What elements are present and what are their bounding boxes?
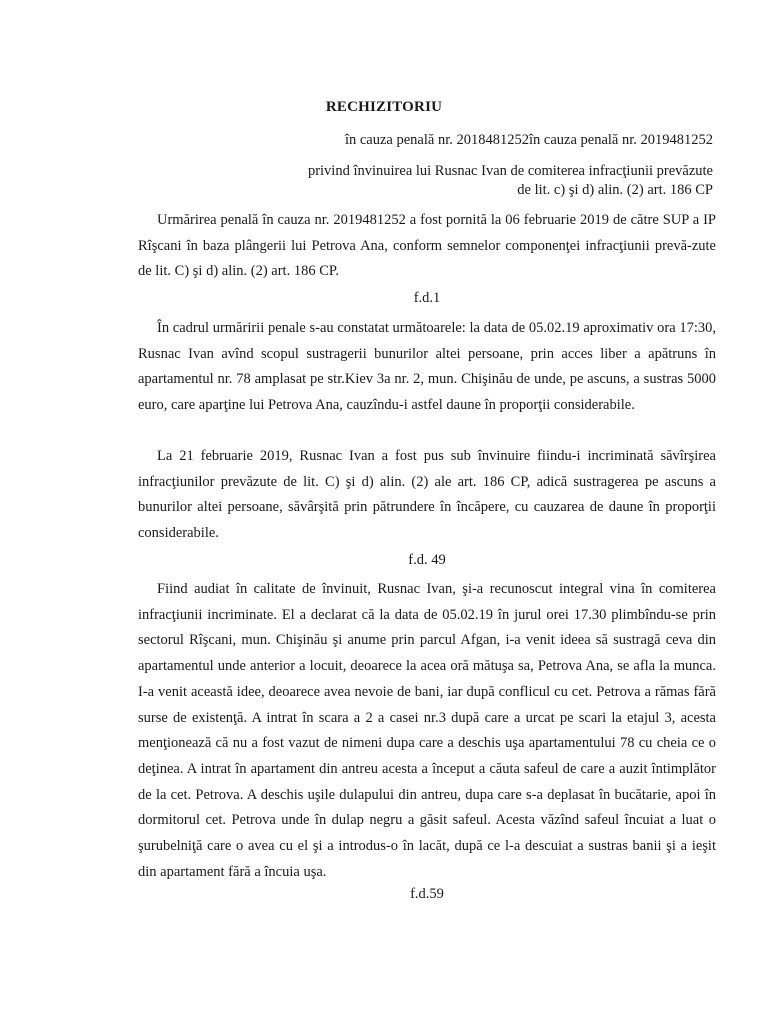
paragraph-indictment [138,444,716,547]
paragraph-text: Urmărirea penală în cauza nr. 2019481252 a fost pornită la 06 februarie 2019 de către SUP a IP Rîşcani în baza plângerii lui Petrova Ana, conform semnelor componenţei infracţiunii prevă-zute de lit. C) şi d) alin. (2) art. 186 CP. [138,212,716,280]
file-reference-fd49: f.d. 49 [408,552,446,568]
paragraph-findings [138,316,716,419]
charge-description-line: privind învinuirea lui Rusnac Ivan de comiterea infracţiunii prevăzute [307,163,713,179]
paragraph-testimony [138,577,716,885]
case-number-line: în cauza penală nr. 2018481252în cauza penală nr. 2019481252 [344,132,713,148]
paragraph-text: Fiind audiat în calitate de învinuit, Rusnac Ivan, şi-a recunoscut integral vina în comiterea infracţiunii incriminate. El a declarat că la data de 05.02.19 în jurul orei 17.30 plimbîndu-se prin sectorul Rîşcani, mun. Chişinău şi anume prin parcul Afgan, i-a venit ideea să sustragă ceva din apartamentul unde anterior a locuit, deoarece la acea oră mătuşa sa, Petrova Ana, se afla la munca. I-a venit această idee, deoarece avea nevoie de bani, iar după conflicul cu cet. Petrova a rămas fără surse de existenţă. A intrat în scara a 2 a casei nr.3 după care a urcat pe scari la etajul 3, acesta menţionează că nu a fost vazut de nimeni dupa care a deschis uşa apartamentului 78 cu cheia ce o deţinea. A intrat în apartament din antreu acesta a început a căuta safeul de care a auzit întimplător de la cet. Petrova. A deschis uşile dulapului din antreu, dupa care s-a deplasat în bucătarie, apoi în dormitorul cet. Petrova unde în dulap negru a găsit safeul. Acesta văzînd safeul încuiat a luat o şurubelniţă care o avea cu el şi a introdus-o în lacăt, după ce l-a descuiat a sustras banii şi a ieşit din apartament fără a încuia uşa. [138,581,716,880]
file-reference-fd59: f.d.59 [410,886,444,902]
charge-article-line: de lit. c) şi d) alin. (2) art. 186 CP [517,182,713,198]
paragraph-text: La 21 februarie 2019, Rusnac Ivan a fost pus sub învinuire fiindu-i incriminată săvîrşirea infracţiunilor prevăzute de lit. C) şi d) alin. (2) ale art. 186 CP, adică sustragerea pe ascuns a bunurilor altei persoane, săvârşită prin pătrundere în încăpere, cu cauzarea de daune în proporţii considerabile. [138,448,716,542]
document-title: RECHIZITORIU [325,99,443,115]
paragraph-text: În cadrul urmăririi penale s-au constatat următoarele: la data de 05.02.19 aproximativ ora 17:30, Rusnac Ivan avînd scopul sustragerii bunurilor altei persoane, prin acces liber a apătruns în apartamentul nr. 78 amplasat pe str.Kiev 3a nr. 2, mun. Chişinău de unde, pe ascuns, a sustras 5000 euro, care aparţine lui Petrova Ana, cauzîndu-i astfel daune în proporţii considerabile. [138,320,716,414]
file-reference-fd1: f.d.1 [413,290,441,306]
paragraph-initiation [138,208,716,285]
